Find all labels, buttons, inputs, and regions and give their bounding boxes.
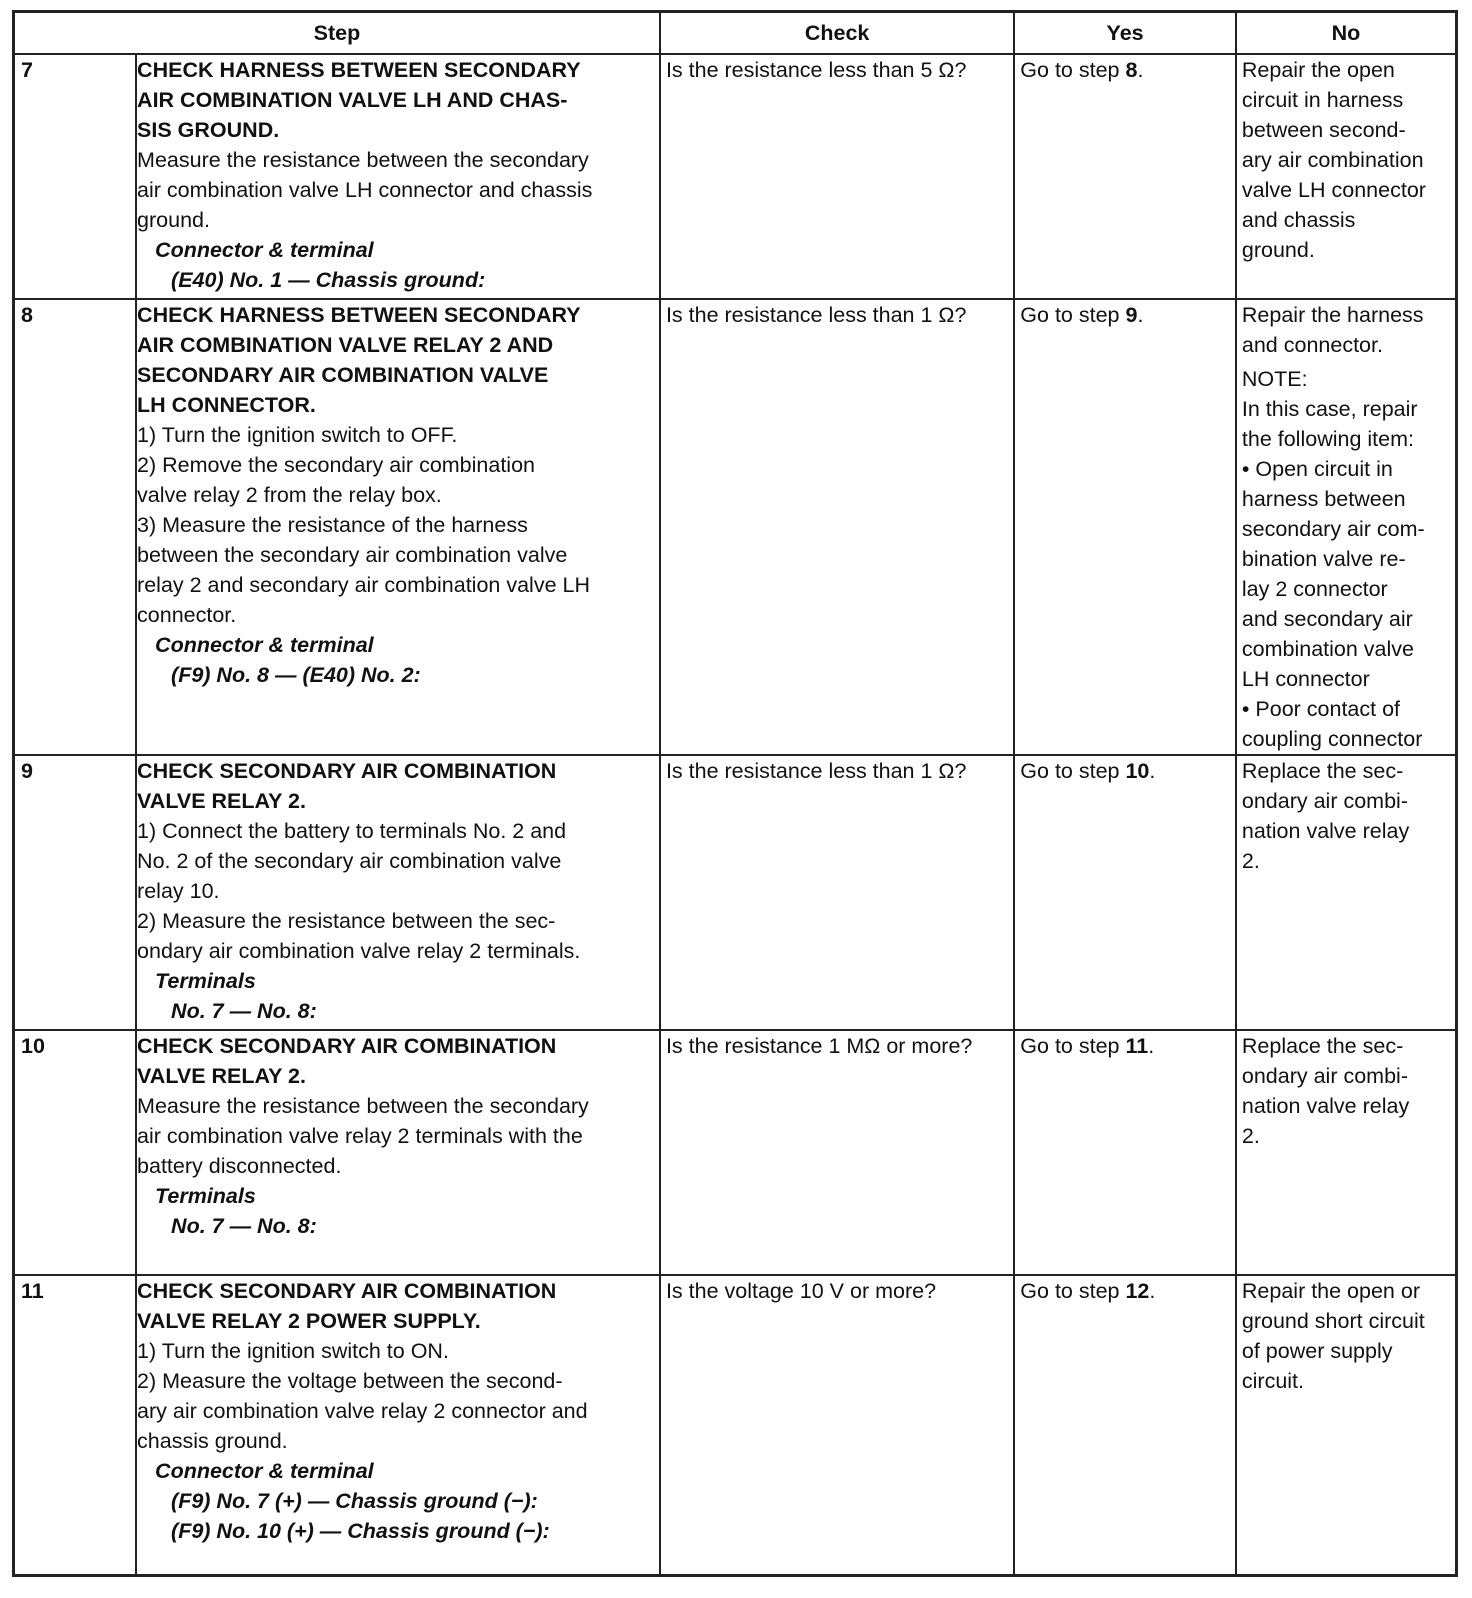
step-title-line: AIR COMBINATION VALVE LH AND CHAS- — [137, 88, 568, 112]
no-action-line: valve LH connector — [1241, 178, 1426, 202]
check-question: Is the resistance less than 5 Ω? — [660, 54, 1014, 299]
step-instruction-line: air combination valve relay 2 terminals with the — [137, 1124, 583, 1148]
table-row — [14, 299, 1457, 755]
step-instruction-line: relay 10. — [137, 879, 220, 903]
no-action-line: circuit in harness — [1241, 88, 1404, 112]
yes-action — [1014, 1275, 1236, 1575]
no-action-line: 2. — [1241, 1124, 1260, 1148]
step-title-line: CHECK SECONDARY AIR COMBINATION — [137, 1034, 557, 1058]
no-action — [1236, 54, 1457, 299]
no-action-line: Repair the open or — [1241, 1279, 1420, 1303]
step-instruction-line: 2) Remove the secondary air combination — [137, 453, 535, 477]
no-action — [1236, 755, 1457, 1030]
no-action-line: ondary air combi- — [1241, 789, 1408, 813]
no-action-line: and connector. — [1241, 333, 1383, 357]
note-line: • Open circuit in — [1241, 457, 1393, 481]
connector-terminal-spec: No. 7 — No. 8: — [171, 1214, 317, 1238]
step-title-line: CHECK SECONDARY AIR COMBINATION — [137, 1279, 557, 1303]
step-description — [136, 755, 660, 1030]
step-instruction-line: 1) Turn the ignition switch to OFF. — [137, 423, 458, 447]
step-title-line: SECONDARY AIR COMBINATION VALVE — [137, 363, 549, 387]
step-instruction-line: 2) Measure the resistance between the sec- — [137, 909, 556, 933]
connector-label: Connector & terminal — [155, 238, 374, 262]
step-instruction-line: ary air combination valve relay 2 connector and — [137, 1399, 588, 1423]
yes-step-link: 9 — [1125, 303, 1138, 327]
no-action-line: Replace the sec- — [1241, 759, 1404, 783]
step-instruction-line: Measure the resistance between the secondary — [137, 148, 589, 172]
yes-text: Go to step — [1020, 58, 1126, 82]
step-title-line: SIS GROUND. — [137, 118, 280, 142]
connector-label: Terminals — [155, 969, 256, 993]
note-line: LH connector — [1241, 667, 1370, 691]
no-action — [1236, 1030, 1457, 1275]
table-row — [14, 755, 1457, 1030]
no-action-line: Replace the sec- — [1241, 1034, 1404, 1058]
no-action-line: and chassis — [1241, 208, 1356, 232]
no-action — [1236, 1275, 1457, 1575]
note-line: lay 2 connector — [1241, 577, 1388, 601]
step-description — [136, 1275, 660, 1575]
note-label: NOTE: — [1241, 367, 1308, 391]
no-action-line: ground. — [1241, 238, 1315, 262]
yes-action — [1014, 1030, 1236, 1275]
no-action-line: nation valve relay — [1241, 1094, 1410, 1118]
yes-action — [1014, 54, 1236, 299]
yes-text: Go to step — [1020, 1034, 1126, 1058]
note-line: the following item: — [1241, 427, 1414, 451]
no-action-line: of power supply — [1241, 1339, 1393, 1363]
header-check: Check — [660, 12, 1014, 55]
step-instruction-line: valve relay 2 from the relay box. — [137, 483, 442, 507]
yes-suffix: . — [1148, 1034, 1155, 1058]
connector-terminal-spec: No. 7 — No. 8: — [171, 999, 317, 1023]
step-title-line: VALVE RELAY 2. — [137, 789, 306, 813]
diagnostic-table — [12, 10, 1458, 1577]
yes-text: Go to step — [1020, 303, 1126, 327]
yes-text: Go to step — [1020, 759, 1126, 783]
step-instruction-line: No. 2 of the secondary air combination valve — [137, 849, 562, 873]
connector-label: Terminals — [155, 1184, 256, 1208]
step-description — [136, 1030, 660, 1275]
step-number: 8 — [14, 299, 137, 755]
connector-terminal-spec: (F9) No. 7 (+) — Chassis ground (−): — [171, 1489, 538, 1513]
step-description — [136, 299, 660, 755]
header-no: No — [1236, 12, 1457, 55]
step-title-line: CHECK SECONDARY AIR COMBINATION — [137, 759, 557, 783]
step-instruction-line: battery disconnected. — [137, 1154, 342, 1178]
step-instruction-line: connector. — [137, 603, 237, 627]
connector-terminal-spec: (F9) No. 8 — (E40) No. 2: — [171, 663, 421, 687]
no-action — [1236, 299, 1457, 755]
step-title-line: AIR COMBINATION VALVE RELAY 2 AND — [137, 333, 554, 357]
step-title-line: LH CONNECTOR. — [137, 393, 316, 417]
no-action-line: circuit. — [1241, 1369, 1305, 1393]
header-step: Step — [14, 12, 660, 55]
diagnostic-procedure-sheet — [12, 10, 1458, 1577]
yes-action — [1014, 299, 1236, 755]
yes-step-link: 12 — [1125, 1279, 1150, 1303]
no-action-line: 2. — [1241, 849, 1260, 873]
step-instruction-line: 1) Turn the ignition switch to ON. — [137, 1339, 449, 1363]
connector-label: Connector & terminal — [155, 633, 374, 657]
yes-suffix: . — [1137, 58, 1144, 82]
connector-terminal-spec: (E40) No. 1 — Chassis ground: — [171, 268, 486, 292]
check-question: Is the resistance 1 MΩ or more? — [660, 1030, 1014, 1275]
step-number: 9 — [14, 755, 137, 1030]
header-yes: Yes — [1014, 12, 1236, 55]
step-instruction-line: 3) Measure the resistance of the harness — [137, 513, 528, 537]
step-instruction-line: ondary air combination valve relay 2 terminals. — [137, 939, 581, 963]
step-instruction-line: between the secondary air combination valve — [137, 543, 568, 567]
step-description — [136, 54, 660, 299]
note-line: bination valve re- — [1241, 547, 1406, 571]
no-action-line: nation valve relay — [1241, 819, 1410, 843]
note-line: secondary air com- — [1241, 517, 1425, 541]
step-title-line: VALVE RELAY 2. — [137, 1064, 306, 1088]
no-action-line: Repair the open — [1241, 58, 1395, 82]
yes-step-link: 11 — [1125, 1034, 1149, 1058]
no-action-line: ondary air combi- — [1241, 1064, 1408, 1088]
step-instruction-line: chassis ground. — [137, 1429, 288, 1453]
step-instruction-line: air combination valve LH connector and chassis — [137, 178, 593, 202]
connector-label: Connector & terminal — [155, 1459, 374, 1483]
table-row — [14, 1030, 1457, 1275]
step-title-line: VALVE RELAY 2 POWER SUPPLY. — [137, 1309, 481, 1333]
step-number: 10 — [14, 1030, 137, 1275]
no-action-line: between second- — [1241, 118, 1406, 142]
note-line: coupling connector — [1241, 727, 1423, 751]
header-row — [14, 12, 1457, 55]
step-number: 11 — [14, 1275, 137, 1575]
yes-suffix: . — [1149, 1279, 1156, 1303]
step-title-line: CHECK HARNESS BETWEEN SECONDARY — [137, 58, 581, 82]
yes-suffix: . — [1137, 303, 1144, 327]
yes-step-link: 10 — [1125, 759, 1150, 783]
step-instruction-line: ground. — [137, 208, 210, 232]
note-line: and secondary air — [1241, 607, 1413, 631]
no-action-line: Repair the harness — [1241, 303, 1424, 327]
yes-step-link: 8 — [1125, 58, 1138, 82]
no-action-line: ground short circuit — [1241, 1309, 1425, 1333]
step-instruction-line: Measure the resistance between the secondary — [137, 1094, 589, 1118]
yes-suffix: . — [1149, 759, 1156, 783]
table-body — [14, 54, 1457, 1575]
check-question: Is the resistance less than 1 Ω? — [660, 755, 1014, 1030]
note-line: harness between — [1241, 487, 1406, 511]
yes-action — [1014, 755, 1236, 1030]
step-instruction-line: 2) Measure the voltage between the second- — [137, 1369, 563, 1393]
table-row — [14, 54, 1457, 299]
connector-terminal-spec: (F9) No. 10 (+) — Chassis ground (−): — [171, 1519, 550, 1543]
note-line: combination valve — [1241, 637, 1414, 661]
table-row — [14, 1275, 1457, 1575]
no-action-line: ary air combination — [1241, 148, 1424, 172]
yes-text: Go to step — [1020, 1279, 1126, 1303]
step-instruction-line: relay 2 and secondary air combination valve LH — [137, 573, 590, 597]
step-title-line: CHECK HARNESS BETWEEN SECONDARY — [137, 303, 581, 327]
step-instruction-line: 1) Connect the battery to terminals No. 2 and — [137, 819, 567, 843]
step-number: 7 — [14, 54, 137, 299]
check-question: Is the resistance less than 1 Ω? — [660, 299, 1014, 755]
note-line: In this case, repair — [1241, 397, 1418, 421]
note-line: • Poor contact of — [1241, 697, 1401, 721]
check-question: Is the voltage 10 V or more? — [660, 1275, 1014, 1575]
